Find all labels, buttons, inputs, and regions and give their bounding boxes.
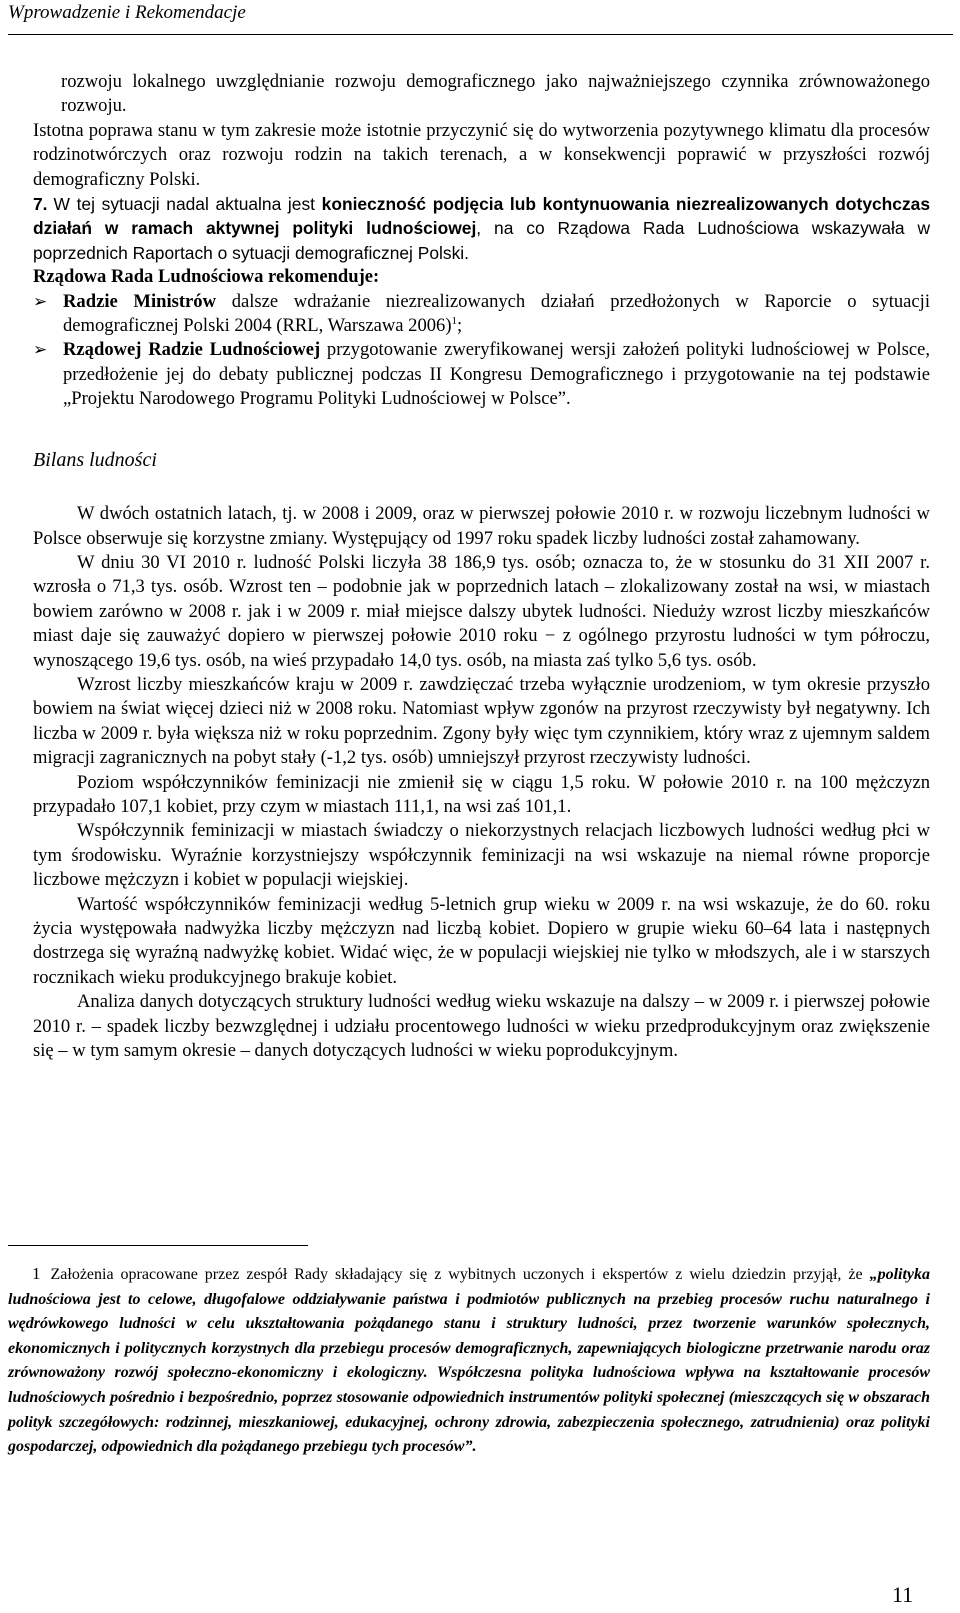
bullet-text: przygotowanie zweryfikowanej wersji założeń polityki ludnościowej w Polsce, przedłożenie jej do debaty publicznej podczas II Kongresu Demograficznego i przygotowanie na tej podstawie „Projektu Narodowego Programu Polityki Ludnościowej w Polsce”. — [63, 339, 930, 410]
bullet-tail: ; — [457, 315, 463, 337]
footnote-divider — [8, 1245, 308, 1246]
footnote-number: 1 — [32, 1264, 41, 1283]
page-number: 11 — [892, 1582, 914, 1607]
header-title: Wprowadzenie i Rekomendacje — [8, 2, 246, 23]
point-7-bold: konieczność podjęcia lub kontynuowania niezrealizowanych dotychczas działań w ramach aktywnej polityki ludnościowej — [33, 194, 931, 239]
bullet-text: dalsze wdrażanie niezrealizowanych działań przedłożonych w Raporcie o sytuacji demograficznej Polski 2004 (RRL, Warszawa 2006) — [63, 290, 930, 337]
paragraph: Analiza danych dotyczących struktury ludności według wieku wskazuje na dalszy – w 2009 r. i pierwszej połowie 2010 r. – spadek liczby bezwzględnej i udziału procentowego ludności w wieku przedprodukcyjnym oraz zwiększenie się – w tym samym okresie – danych dotyczących ludności w wieku poprodukcyjnym. — [33, 991, 930, 1062]
bullet-item — [33, 338, 930, 411]
footnote-reference[interactable]: 1 — [451, 314, 458, 327]
paragraph: W dniu 30 VI 2010 r. ludność Polski liczyła 38 186,9 tys. osób; oznacza to, że w stosunku do 31 XII 2007 r. wzrosła o 71,3 tys. osób. Wzrost ten – podobnie jak w poprzednich latach – zlokalizowany został na wsi, w miastach bowiem zarówno w 2008 r. jak i w 2009 r. miał miejsce dalszy ubytek ludności. Niedużу wzrost liczby mieszkańców miast daje się zauważyć dopiero w pierwszej połowie 2010 roku − z ogólnego przyrostu ludności w tym półroczu, wynoszącego 19,6 tys. osób, na wieś przypadało 14,0 tys. osób, na miasta zaś tylko 5,6 tys. osób. — [33, 551, 930, 671]
paragraph: Wartość współczynników feminizacji według 5-letnich grup wieku w 2009 r. na wsi wskazuje, że do 60. roku życia występowała nadwyżka liczby mężczyzn nad liczbą kobiet. Dopiero w grupie wieku 60–64 lata i następnych dostrzega się wyraźną nadwyżkę kobiet. Widać więc, że w populacji wiejskiej nie tylko w młodszych, ale i w starszych rocznikach wieku produkcyjnego brakuje kobiet. — [33, 893, 930, 988]
paragraph-improvement: Istotna poprawa stanu w tym zakresie może istotnie przyczynić się do wytworzenia pozytywnego klimatu dla procesów rodzinotwórczych oraz rozwoju rodzin na takich terenach, a w konsekwencji poprawić w przyszłości rozwój demograficzny Polski. — [33, 119, 930, 190]
footnote-quote: „polityka ludnościowa jest to celowe, długofalowe oddziaływanie państwa i podmiotów publicznych na przebieg procesów ruchu naturalnego i wędrówkowego ludności w celu ukształtowania pożądanego stanu i struktury ludności, przez tworzenie warunków społecznych, ekonomicznych i politycznych korzystnych dla przebiegu procesów demograficznych, zapewniających biologiczne przetrwanie narodu oraz zrównoważony rozwój społeczno-ekonomiczny i ekologiczny. Współczesna polityka ludnościowa wpływa na kształtowanie procesów ludnościowych pośrednio i bezpośrednio, poprzez stosowanie odpowiednich instrumentów polityki społecznej (mieszczących się w obszarach polityk szczegółowych: rodzinnej, mieszkaniowej, edukacyjnej, ochrony zdrowia, zabezpieczenia społecznego, zatrudnienia) oraz polityki gospodarczej, odpowiednich dla pożądanego przebiegu tych procesów”. — [8, 1266, 930, 1456]
paragraph: Współczynnik feminizacji w miastach świadczy o niekorzystnych relacjach liczbowych ludności według płci w tym środowisku. Wyraźnie korzystniejszy współczynnik feminizacji na wsi wskazuje na niemal równe proporcje liczbowe mężczyzn i kobiet w populacji wiejskiej. — [33, 820, 930, 891]
section-title: Bilans ludności — [33, 448, 157, 471]
point-7-text-a: W tej sytuacji nadal aktualna jest — [53, 194, 322, 215]
bullet-bold: Rządowej Radzie Ludnościowej — [63, 339, 321, 361]
point-7-text-b: , na co Rządowa Rada Ludnościowa wskazywała w poprzednich Raportach o sytuacji demograficznej Polski. — [33, 218, 930, 263]
arrow-bullet-icon: ➢ — [33, 340, 48, 360]
footnote — [8, 1262, 930, 1460]
arrow-bullet-icon: ➢ — [33, 291, 48, 311]
recommendation-heading: Rządowa Rada Ludnościowa rekomenduje: — [33, 266, 380, 288]
paragraph-continuation: rozwoju lokalnego uwzględnianie rozwoju demograficznego jako najważniejszego czynnika zrównoważonego rozwoju. — [61, 71, 930, 117]
point-number: 7. — [33, 194, 48, 215]
bullet-bold: Radzie Ministrów — [63, 290, 217, 312]
point-7 — [33, 192, 930, 265]
paragraph: Wzrost liczby mieszkańców kraju w 2009 r. zawdzięczać trzeba wyłącznie urodzeniom, w tym okresie przyszło bowiem na świat więcej dzieci niż w 2008 roku. Natomiast wpływ zgonów na przyrost rzeczywisty był negatywny. Ich liczba w 2009 r. była większa niż w roku poprzednim. Zgony były więc tym czynnikiem, który wraz z ujemnym saldem migracji zagranicznych na pobyt stały (-1,2 tys. osób) umniejszył przyrost rzeczywisty ludności. — [33, 673, 930, 769]
bullet-item — [33, 290, 930, 339]
page-body — [33, 70, 930, 1063]
paragraph: W dwóch ostatnich latach, tj. w 2008 i 2009, oraz w pierwszej połowie 2010 r. w rozwoju liczebnym ludności w Polsce obserwuje się korzystne zmiany. Występujący od 1997 roku spadek liczby ludności został zahamowany. — [33, 503, 930, 549]
paragraph: Poziom współczynników feminizacji nie zmienił się w ciągu 1,5 roku. W połowie 2010 r. na 100 mężczyzn przypadało 107,1 kobiet, przy czym w miastach 111,1, na wsi zaś 101,1. — [33, 771, 930, 817]
running-header — [8, 0, 953, 35]
footnote-text-a: Założenia opracowane przez zespół Rady składający się z wybitnych uczonych i ekspertów z wielu dziedzin przyjął, że — [50, 1266, 870, 1283]
